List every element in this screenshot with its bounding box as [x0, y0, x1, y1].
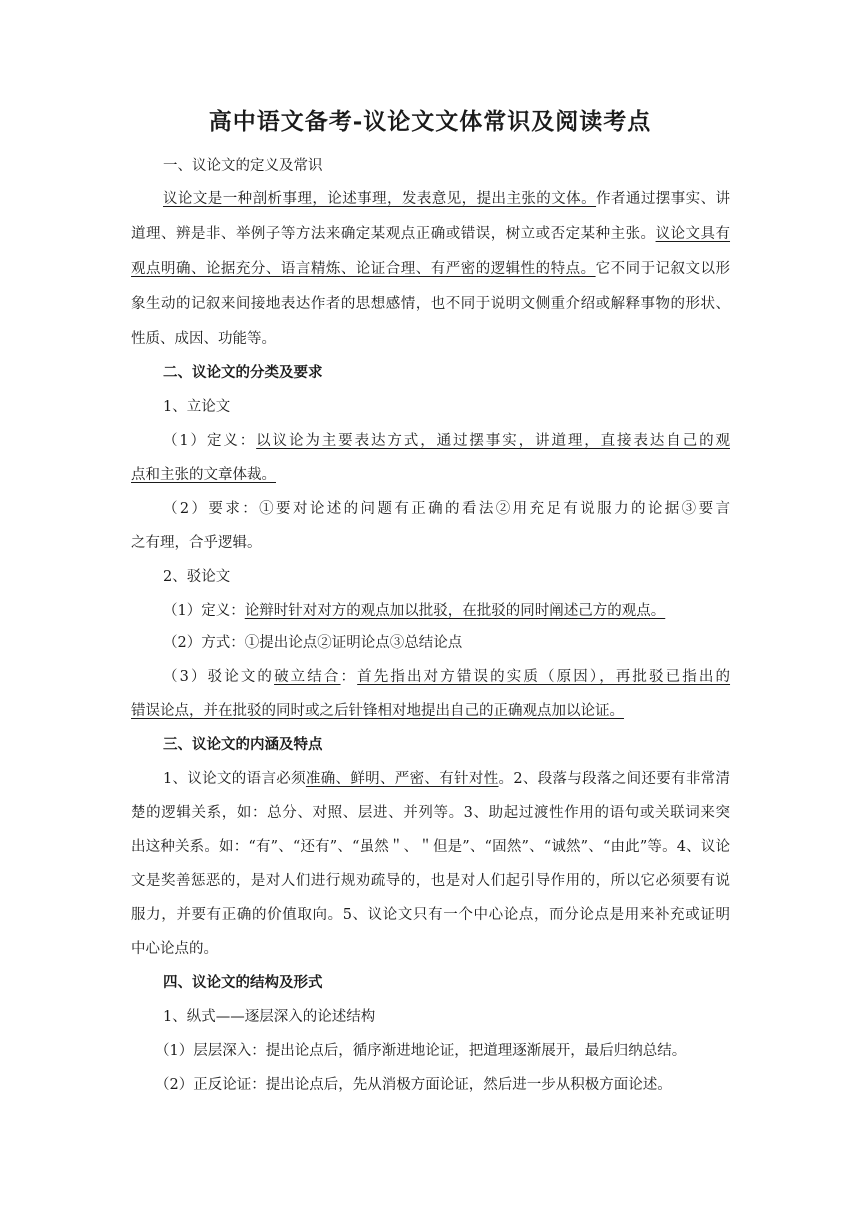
s2-def2-line	[163, 601, 665, 621]
section-2-heading: 二、议论文的分类及要求	[163, 364, 323, 381]
s2-def1-label: （1）定义：	[163, 433, 257, 449]
s2-subheading-1: 1、立论文	[163, 399, 231, 415]
s3-line-2: 楚的逻辑关系，如：总分、对照、层进、并列等。3、助起过渡性作用的语句或关联词来突	[131, 805, 730, 821]
s1-line-1	[163, 189, 730, 209]
s2-def2-underline: 论辩时针对对方的观点加以批驳，在批驳的同时阐述己方的观点。	[244, 603, 666, 619]
s2-br-underline: 错误论点，并在批驳的同时或之后针锋相对地提出自己的正确观点加以论证。	[131, 703, 624, 719]
s2-subheading-2: 2、驳论文	[163, 569, 231, 585]
section-3-heading: 三、议论文的内涵及特点	[163, 736, 323, 753]
s2-def1-underline: 以议论为主要表达方式，通过摆事实，讲道理，直接表达自己的观	[256, 433, 730, 449]
s3-text: 1、议论文的语言必须	[163, 771, 306, 787]
section-1-heading: 一、议论文的定义及常识	[163, 158, 323, 174]
s3-line-6: 中心论点的。	[131, 941, 218, 957]
s2-br-line-2	[131, 701, 624, 721]
s2-req1-line-2: 之有理，合乎逻辑。	[131, 535, 262, 551]
s2-way2-line: （2）方式：①提出论点②证明论点③总结论点	[163, 635, 463, 651]
s1-underline-definition: 议论文是一种剖析事理，论述事理，发表意见，提出主张的文体。	[163, 191, 597, 207]
s1-line-5: 性质、成因、功能等。	[131, 331, 276, 347]
s1-line-3	[131, 259, 730, 279]
s2-req1-line-1: （2）要求：①要对论述的问题有正确的看法②用充足有说服力的论据③要言	[163, 501, 730, 517]
s1-line-2	[131, 224, 730, 244]
s2-br-line-1	[163, 667, 730, 687]
s3-line-4: 文是奖善惩恶的，是对人们进行规劝疏导的，也是对人们起引导作用的，所以它必须要有说	[131, 873, 730, 889]
s1-text: 道理、辨是非、举例子等方法来确定某观点正确或错误，树立或否定某种主张。	[131, 226, 656, 242]
document-title: 高中语文备考-议论文文体常识及阅读考点	[208, 108, 652, 135]
s3-underline: 准确、鲜明、严密、有针对性	[305, 771, 499, 787]
s3-line-1	[163, 769, 730, 789]
s2-def1-line-2	[131, 465, 276, 485]
section-4-heading: 四、议论文的结构及形式	[163, 974, 323, 991]
s2-def1-line-1	[163, 431, 730, 451]
s2-def1-underline: 点和主张的文章体裁。	[131, 467, 276, 483]
s2-br-colon: ：	[340, 669, 358, 685]
s4-point-2: （2）正反论证：提出论点后，先从消极方面论证，然后进一步从积极方面论述。	[155, 1077, 672, 1093]
s2-def2-label: （1）定义：	[163, 603, 245, 619]
s3-line-3: 出这种关系。如：“有”、“还有”、“虽然＂、＂但是”、“固然”、“诚然”、“由此”等。4、议论	[131, 839, 730, 855]
s4-subheading-1: 1、纵式——逐层深入的论述结构	[163, 1009, 376, 1025]
s1-line-4: 象生动的记叙来间接地表达作者的思想感情，也不同于说明文侧重介绍或解释事物的形状、	[131, 296, 730, 312]
s2-br-underline: 首先指出对方错误的实质（原因），再批驳已指出的	[357, 669, 731, 685]
s1-text: 它不同于记叙文以形	[595, 261, 731, 277]
s1-underline-features: 观点明确、论据充分、语言精炼、论证合理、有严密的逻辑性的特点。	[131, 261, 596, 277]
s4-point-1: （1）层层深入：提出论点后，循序渐进地论证，把道理逐渐展开，最后归纳总结。	[155, 1043, 687, 1059]
s2-br-underline-term: 破立结合	[274, 669, 341, 685]
s3-text: 。2、段落与段落之间还要有非常清	[498, 771, 730, 787]
s1-text: 作者通过摆事实、讲	[596, 191, 731, 207]
s2-br-text: （3）驳论文的	[163, 669, 275, 685]
s3-line-5: 服力，并要有正确的价值取向。5、议论文只有一个中心论点，而分论点是用来补充或证明	[131, 907, 730, 923]
s1-underline-features: 议论文具有	[655, 226, 731, 242]
